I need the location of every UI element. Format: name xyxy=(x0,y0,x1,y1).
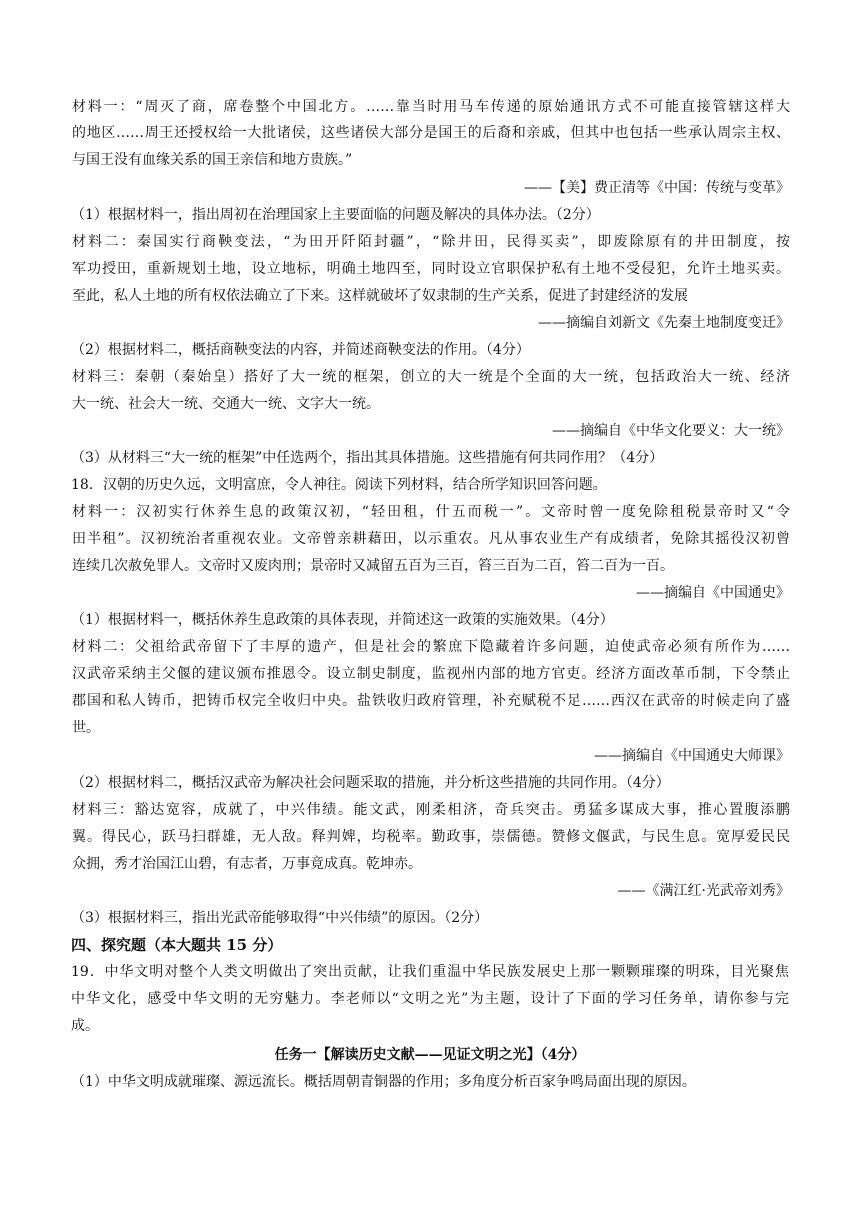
q18-material1-line1: 材料一：汉初实行休养生息的政策汉初，“轻田租，什五而税一”。文帝时曾一度免除租税景帝时又“令 xyxy=(72,504,790,520)
q17-material2-line2: 军功授田，重新规划土地，设立地标，明确土地四至，同时设立官职保护私有土地不受侵犯，允许土地买卖。 xyxy=(72,261,790,277)
q19-intro-line3: 成。 xyxy=(71,1018,99,1034)
q17-question3: （3）从材料三“大一统的框架”中任选两个，指出其具体措施。这些措施有何共同作用？（4分） xyxy=(71,450,664,466)
q18-material3-source: ——《满江红·光武帝刘秀》 xyxy=(617,883,790,899)
q17-material2-source: ——摘编自刘新文《先秦土地制度变迁》 xyxy=(538,315,790,331)
q17-material1-source: ——【美】费正清等《中国：传统与变革》 xyxy=(524,180,790,196)
q17-question1: （1）根据材料一，指出周初在治理国家上主要面临的问题及解决的具体办法。（2分） xyxy=(71,207,600,223)
q17-material2-line3: 至此，私人土地的所有权依法确立了下来。这样就破坏了奴隶制的生产关系，促进了封建经济的发展 xyxy=(72,288,688,304)
q18-material1-line2: 田半租”。汉初统治者重视农业。文帝曾亲耕藉田，以示重农。凡从事农业生产有成绩者，免除其摇役汉初曾 xyxy=(72,531,790,547)
q19-intro-line1: 19．中华文明对整个人类文明做出了突出贡献，让我们重温中华民族发展史上那一颗颗璀璨的明珠，目光聚焦 xyxy=(71,964,789,980)
q18-material2-line1: 材料二：父祖给武帝留下了丰厚的遗产，但是社会的繁庶下隐藏着许多问题，迫使武帝必须有所作为…… xyxy=(72,639,790,655)
section-heading: 四、探究题（本大题共 15 分） xyxy=(71,936,283,954)
q18-material2-line3: 郡国和私人铸币，把铸币权完全收归中央。盐铁收归政府管理，补充赋税不足……西汉在武帝的时候走向了盛 xyxy=(72,693,790,709)
q18-question1: （1）根据材料一，概括休养生息政策的具体表现，并简述这一政策的实施效果。（4分） xyxy=(71,612,614,628)
q17-material1-line2: 的地区……周王还授权给一大批诸侯，这些诸侯大部分是国王的后裔和亲戚，但其中也包括一些承认周宗主权、 xyxy=(72,125,790,141)
task1-question1: （1）中华文明成就璀璨、源远流长。概括周朝青铜器的作用；多角度分析百家争鸣局面出现的原因。 xyxy=(71,1074,696,1090)
task1-title: 任务一【解读历史文献——见证文明之光】（4分） xyxy=(274,1047,586,1063)
q17-material1-line1: 材料一：“周灭了商，席卷整个中国北方。……靠当时用马车传递的原始通讯方式不可能直接管辖这样大 xyxy=(72,99,790,115)
q17-material3-line1: 材料三：秦朝（秦始皇）搭好了大一统的框架，创立的大一统是个全面的大一统，包括政治大一统、经济 xyxy=(72,369,790,385)
q17-material1-line3: 与国王没有血缘关系的国王亲信和地方贵族。” xyxy=(72,152,353,168)
q18-material1-line3: 连续几次赦免罪人。文帝时又废肉刑；景帝时又减留五百为三百，笞三百为二百，笞二百为一百。 xyxy=(72,558,674,574)
q18-material1-source: ——摘编自《中国通史》 xyxy=(636,585,790,601)
q18-question2: （2）根据材料二，概括汉武帝为解决社会问题采取的措施，并分析这些措施的共同作用。（4分） xyxy=(71,775,670,791)
q18-material2-line4: 世。 xyxy=(72,720,100,736)
q19-intro-line2: 中华文化，感受中华文明的无穷魅力。李老师以“文明之光”为主题，设计了下面的学习任务单，请你参与完 xyxy=(71,991,789,1007)
q18-material2-line2: 汉武帝采纳主父偃的建议颁布推恩令。设立制史制度，监视州内部的地方官吏。经济方面改革币制，下令禁止 xyxy=(72,666,790,682)
q18-material2-source: ——摘编自《中国通史大师课》 xyxy=(594,748,790,764)
q18-question3: （3）根据材料三，指出光武帝能够取得“中兴伟绩”的原因。（2分） xyxy=(71,910,489,926)
q17-material3-source: ——摘编自《中华文化要义：大一统》 xyxy=(552,423,790,439)
q18-material3-line2: 翼。得民心，跃马扫群雄，无人敌。释判婢，均税率。勤政事，崇儒德。赞修文偃武，与民生息。宽厚爱民民 xyxy=(72,829,790,845)
q18-intro: 18．汉朝的历史久远，文明富庶，令人神往。阅读下列材料，结合所学知识回答问题。 xyxy=(71,477,607,493)
q17-material3-line2: 大一统、社会大一统、交通大一统、文字大一统。 xyxy=(72,396,380,412)
q18-material3-line1: 材料三：豁达宽容，成就了，中兴伟绩。能文武，刚柔相济，奇兵突击。勇猛多谋成大事，推心置腹添鹏 xyxy=(72,802,790,818)
q18-material3-line3: 众拥，秀才治国江山碧，有志者，万事竟成真。乾坤赤。 xyxy=(72,856,422,872)
q17-question2: （2）根据材料二，概括商鞅变法的内容，并简述商鞅变法的作用。（4分） xyxy=(71,342,530,358)
q17-material2-line1: 材料二：秦国实行商鞅变法，“为田开阡陌封疆”，“除井田，民得买卖”，即废除原有的井田制度，按 xyxy=(72,234,790,250)
